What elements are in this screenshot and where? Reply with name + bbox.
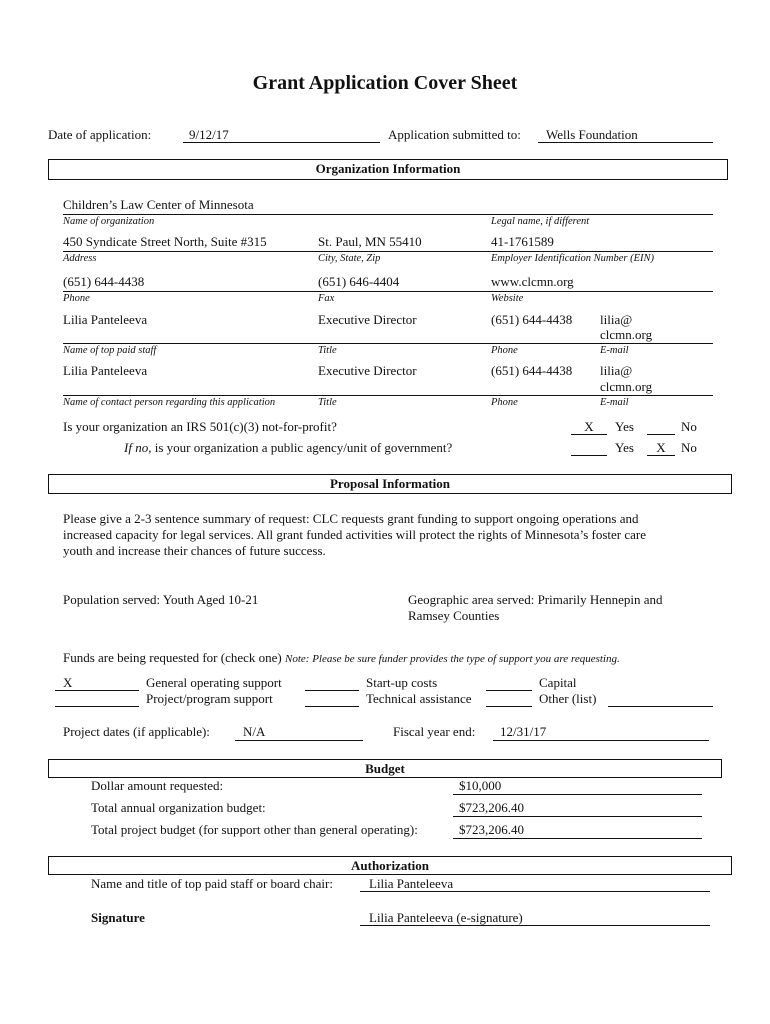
question-501c3: Is your organization an IRS 501(c)(3) not-for-profit? xyxy=(63,419,337,434)
phone-line xyxy=(63,291,713,292)
date-line xyxy=(183,142,380,143)
technical-line[interactable] xyxy=(305,706,359,707)
contact-title-label: Title xyxy=(318,397,337,408)
org-name-value[interactable]: Children’s Law Center of Minnesota xyxy=(63,197,254,212)
fax-value[interactable]: (651) 646-4404 xyxy=(318,274,400,289)
website-value[interactable]: www.clcmn.org xyxy=(491,274,574,289)
signature-label: Signature xyxy=(91,910,145,925)
top-staff-email-1[interactable]: lilia@ xyxy=(600,312,633,327)
org-name-label: Name of organization xyxy=(63,216,155,227)
general-support-label: General operating support xyxy=(146,675,282,690)
q1-no-line[interactable] xyxy=(647,434,675,435)
project-budget-label: Total project budget (for support other than general operating): xyxy=(91,822,418,837)
fiscal-year-line xyxy=(493,740,709,741)
capital-line[interactable] xyxy=(486,690,532,691)
contact-line xyxy=(63,395,713,396)
summary-line-3[interactable]: youth and increase their chances of future success. xyxy=(63,543,326,558)
phone-value[interactable]: (651) 644-4438 xyxy=(63,274,145,289)
startup-line[interactable] xyxy=(305,690,359,691)
fiscal-year-value[interactable]: 12/31/17 xyxy=(500,724,547,739)
project-dates-value[interactable]: N/A xyxy=(243,724,266,739)
q1-yes-label: Yes xyxy=(615,419,634,434)
contact-name[interactable]: Lilia Panteleeva xyxy=(63,363,148,378)
page-title: Grant Application Cover Sheet xyxy=(252,72,518,94)
org-name-line xyxy=(63,214,713,215)
contact-name-label: Name of contact person regarding this application xyxy=(63,397,276,408)
top-staff-phone-label: Phone xyxy=(491,345,518,356)
q1-yes-line[interactable] xyxy=(571,434,607,435)
phone-label: Phone xyxy=(63,293,90,304)
contact-email-1[interactable]: lilia@ xyxy=(600,363,633,378)
q1-no-label: No xyxy=(681,419,697,434)
population-served[interactable]: Population served: Youth Aged 10-21 xyxy=(63,592,259,607)
website-label: Website xyxy=(491,293,524,304)
address-value[interactable]: 450 Syndicate Street North, Suite #315 xyxy=(63,234,267,249)
annual-budget-line xyxy=(453,816,702,817)
submitted-value[interactable]: Wells Foundation xyxy=(546,127,638,142)
contact-email-label: E-mail xyxy=(600,397,629,408)
top-staff-title-label: Title xyxy=(318,345,337,356)
project-dates-line xyxy=(235,740,363,741)
annual-budget-label: Total annual organization budget: xyxy=(91,800,266,815)
project-budget-value[interactable]: $723,206.40 xyxy=(459,822,524,837)
question-public-agency: If no, is your organization a public agency/unit of government? xyxy=(124,440,453,455)
city-value[interactable]: St. Paul, MN 55410 xyxy=(318,234,422,249)
contact-title[interactable]: Executive Director xyxy=(318,363,417,378)
startup-label: Start-up costs xyxy=(366,675,438,690)
ein-value[interactable]: 41-1761589 xyxy=(491,234,554,249)
project-support-line[interactable] xyxy=(55,706,139,707)
ein-label: Employer Identification Number (EIN) xyxy=(491,253,655,264)
top-staff-name[interactable]: Lilia Panteleeva xyxy=(63,312,148,327)
signature-line xyxy=(360,925,710,926)
fax-label: Fax xyxy=(318,293,335,304)
summary-line-2[interactable]: increased capacity for legal services. All grant funded activities will protect the rights of Minnesota’s foster care xyxy=(63,527,646,542)
date-label: Date of application: xyxy=(48,127,152,142)
q2-no-line[interactable] xyxy=(647,455,675,456)
q2-yes-line[interactable] xyxy=(571,455,607,456)
contact-phone[interactable]: (651) 644-4438 xyxy=(491,363,573,378)
summary-line-1[interactable]: Please give a 2-3 sentence summary of request: CLC requests grant funding to support ongoing operations and xyxy=(63,511,639,526)
contact-phone-label: Phone xyxy=(491,397,518,408)
dollar-requested-line xyxy=(453,794,702,795)
fiscal-year-label: Fiscal year end: xyxy=(393,724,476,739)
dollar-requested-value[interactable]: $10,000 xyxy=(459,778,502,793)
project-budget-line xyxy=(453,838,702,839)
submitted-label: Application submitted to: xyxy=(388,127,521,142)
other-list-line[interactable] xyxy=(608,706,713,707)
auth-name-label: Name and title of top paid staff or board chair: xyxy=(91,876,333,891)
address-line xyxy=(63,251,713,252)
geo-area-line-2[interactable]: Ramsey Counties xyxy=(408,608,500,623)
top-staff-name-label: Name of top paid staff xyxy=(63,345,157,356)
submitted-line xyxy=(538,142,713,143)
legal-name-label: Legal name, if different xyxy=(491,216,590,227)
other-line[interactable] xyxy=(486,706,532,707)
budget-section-heading: Budget xyxy=(48,759,722,778)
q1-yes-mark[interactable]: X xyxy=(584,419,594,434)
proposal-section-heading: Proposal Information xyxy=(48,474,732,494)
city-label: City, State, Zip xyxy=(318,253,381,264)
project-dates-label: Project dates (if applicable): xyxy=(63,724,210,739)
other-label: Other (list) xyxy=(539,691,597,706)
org-section-heading: Organization Information xyxy=(48,159,728,180)
capital-label: Capital xyxy=(539,675,577,690)
q2-no-mark[interactable]: X xyxy=(656,440,666,455)
general-support-line[interactable] xyxy=(55,690,139,691)
q2-no-label: No xyxy=(681,440,697,455)
technical-label: Technical assistance xyxy=(366,691,472,706)
geo-area-line-1[interactable]: Geographic area served: Primarily Hennepin and xyxy=(408,592,663,607)
project-support-label: Project/program support xyxy=(146,691,273,706)
address-label: Address xyxy=(63,253,97,264)
auth-name-line xyxy=(360,891,710,892)
q2-yes-label: Yes xyxy=(615,440,634,455)
signature-value[interactable]: Lilia Panteleeva (e-signature) xyxy=(369,910,523,925)
top-staff-email-2[interactable]: clcmn.org xyxy=(600,327,653,342)
top-staff-phone[interactable]: (651) 644-4438 xyxy=(491,312,573,327)
auth-name-value[interactable]: Lilia Panteleeva xyxy=(369,876,454,891)
top-staff-line xyxy=(63,343,713,344)
annual-budget-value[interactable]: $723,206.40 xyxy=(459,800,524,815)
top-staff-email-label: E-mail xyxy=(600,345,629,356)
funds-label: Funds are being requested for (check one) Note: Please be sure funder provides the type of support you are requesting. xyxy=(63,650,620,665)
top-staff-title[interactable]: Executive Director xyxy=(318,312,417,327)
contact-email-2[interactable]: clcmn.org xyxy=(600,379,653,394)
authorization-section-heading: Authorization xyxy=(48,856,732,875)
date-value[interactable]: 9/12/17 xyxy=(189,127,229,142)
general-support-mark[interactable]: X xyxy=(63,675,73,690)
dollar-requested-label: Dollar amount requested: xyxy=(91,778,224,793)
